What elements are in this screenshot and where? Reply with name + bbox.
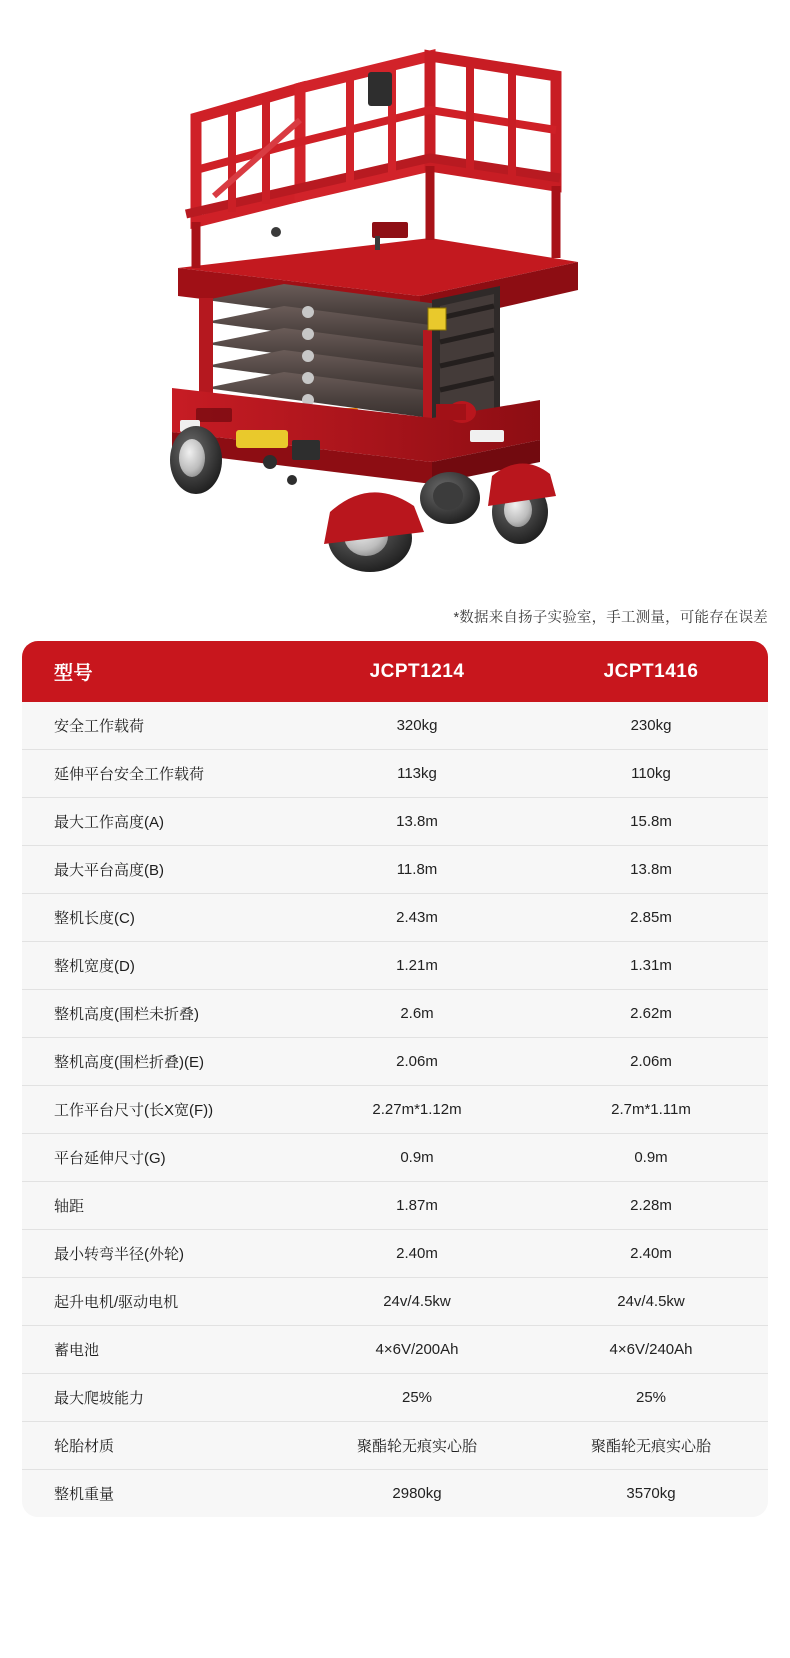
row-label: 工作平台尺寸(长X宽(F)) xyxy=(22,1086,300,1134)
row-value-1214: 2.40m xyxy=(300,1230,534,1278)
header-jcpt1214: JCPT1214 xyxy=(300,641,534,702)
row-label: 整机宽度(D) xyxy=(22,942,300,990)
row-label: 轮胎材质 xyxy=(22,1422,300,1470)
row-value-1214: 13.8m xyxy=(300,798,534,846)
row-value-1214: 1.87m xyxy=(300,1182,534,1230)
row-value-1214: 2.43m xyxy=(300,894,534,942)
row-value-1214: 2.06m xyxy=(300,1038,534,1086)
table-row xyxy=(22,1278,768,1326)
row-label: 平台延伸尺寸(G) xyxy=(22,1134,300,1182)
row-value-1416: 2.28m xyxy=(534,1182,768,1230)
row-value-1214: 1.21m xyxy=(300,942,534,990)
row-label: 最大爬坡能力 xyxy=(22,1374,300,1422)
row-value-1416: 15.8m xyxy=(534,798,768,846)
row-value-1214: 4×6V/200Ah xyxy=(300,1326,534,1374)
row-value-1416: 24v/4.5kw xyxy=(534,1278,768,1326)
product-image-section xyxy=(0,0,790,600)
scissor-lift-illustration xyxy=(0,0,790,600)
table-row xyxy=(22,1374,768,1422)
table-row xyxy=(22,894,768,942)
table-header-row xyxy=(22,641,768,702)
table-row xyxy=(22,1326,768,1374)
row-value-1214: 11.8m xyxy=(300,846,534,894)
row-value-1416: 0.9m xyxy=(534,1134,768,1182)
row-value-1416: 230kg xyxy=(534,702,768,750)
row-value-1416: 2.7m*1.11m xyxy=(534,1086,768,1134)
row-value-1416: 2.85m xyxy=(534,894,768,942)
row-label: 安全工作载荷 xyxy=(22,702,300,750)
table-row xyxy=(22,1134,768,1182)
row-label: 蓄电池 xyxy=(22,1326,300,1374)
data-source-note: *数据来自扬子实验室，手工测量，可能存在误差 xyxy=(453,610,768,626)
platform-guardrail xyxy=(178,56,578,326)
table-row xyxy=(22,846,768,894)
row-value-1416: 1.31m xyxy=(534,942,768,990)
row-label: 整机重量 xyxy=(22,1470,300,1518)
header-model: 型号 xyxy=(22,641,300,702)
row-label: 最小转弯半径(外轮) xyxy=(22,1230,300,1278)
row-value-1416: 2.40m xyxy=(534,1230,768,1278)
row-value-1416: 25% xyxy=(534,1374,768,1422)
data-source-note-row xyxy=(0,600,790,641)
table-row xyxy=(22,1086,768,1134)
row-value-1416: 4×6V/240Ah xyxy=(534,1326,768,1374)
row-value-1416: 3570kg xyxy=(534,1470,768,1518)
specification-table-container xyxy=(22,641,768,1517)
table-row xyxy=(22,1038,768,1086)
bottom-spacer xyxy=(0,1517,790,1613)
row-label: 整机高度(围栏折叠)(E) xyxy=(22,1038,300,1086)
row-value-1416: 13.8m xyxy=(534,846,768,894)
row-value-1416: 110kg xyxy=(534,750,768,798)
row-value-1214: 聚酯轮无痕实心胎 xyxy=(300,1422,534,1470)
table-row xyxy=(22,702,768,750)
row-label: 最大工作高度(A) xyxy=(22,798,300,846)
row-value-1214: 2.27m*1.12m xyxy=(300,1086,534,1134)
table-row xyxy=(22,798,768,846)
row-label: 轴距 xyxy=(22,1182,300,1230)
table-row xyxy=(22,1182,768,1230)
row-value-1214: 25% xyxy=(300,1374,534,1422)
row-value-1416: 2.06m xyxy=(534,1038,768,1086)
row-value-1416: 2.62m xyxy=(534,990,768,1038)
row-value-1214: 320kg xyxy=(300,702,534,750)
row-label: 最大平台高度(B) xyxy=(22,846,300,894)
specification-table xyxy=(22,641,768,1517)
table-row xyxy=(22,990,768,1038)
table-row xyxy=(22,1470,768,1518)
header-jcpt1416: JCPT1416 xyxy=(534,641,768,702)
table-body xyxy=(22,702,768,1517)
row-label: 起升电机/驱动电机 xyxy=(22,1278,300,1326)
table-row xyxy=(22,750,768,798)
row-value-1214: 2980kg xyxy=(300,1470,534,1518)
row-value-1214: 0.9m xyxy=(300,1134,534,1182)
row-label: 整机高度(围栏未折叠) xyxy=(22,990,300,1038)
row-value-1214: 113kg xyxy=(300,750,534,798)
row-value-1214: 24v/4.5kw xyxy=(300,1278,534,1326)
row-value-1416: 聚酯轮无痕实心胎 xyxy=(534,1422,768,1470)
table-row xyxy=(22,942,768,990)
row-label: 延伸平台安全工作载荷 xyxy=(22,750,300,798)
table-row xyxy=(22,1230,768,1278)
table-head xyxy=(22,641,768,702)
table-row xyxy=(22,1422,768,1470)
row-label: 整机长度(C) xyxy=(22,894,300,942)
row-value-1214: 2.6m xyxy=(300,990,534,1038)
